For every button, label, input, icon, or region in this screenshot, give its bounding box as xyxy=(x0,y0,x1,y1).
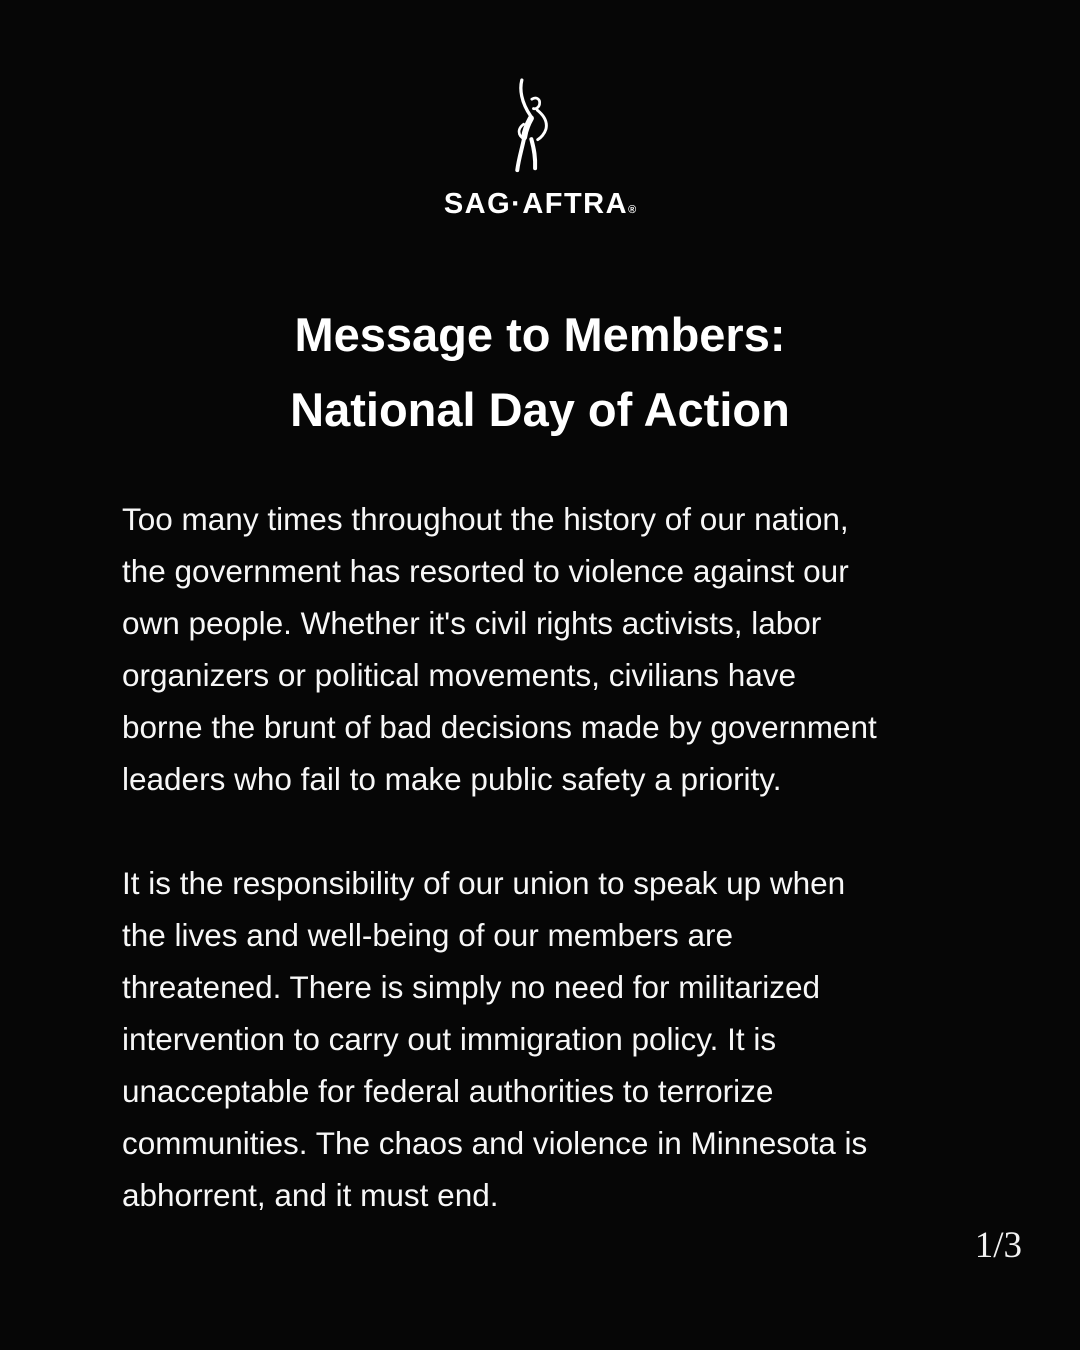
body-line: the government has resorted to violence against our xyxy=(122,553,849,589)
body-line: unacceptable for federal authorities to terrorize xyxy=(122,1073,774,1109)
title-line-1: Message to Members: xyxy=(294,308,786,361)
body-line: communities. The chaos and violence in Minnesota is xyxy=(122,1125,868,1161)
page-indicator: 1/3 xyxy=(974,1225,1022,1266)
sag-aftra-wordmark xyxy=(444,188,636,221)
registered-trademark-symbol: ® xyxy=(628,204,637,216)
body-line: threatened. There is simply no need for militarized xyxy=(122,969,821,1005)
sag-aftra-dancer-icon xyxy=(490,66,590,186)
body-line: leaders who fail to make public safety a priority. xyxy=(122,761,782,797)
body-paragraph-1 xyxy=(122,493,980,805)
title-line-2: National Day of Action xyxy=(290,383,790,436)
body-line: abhorrent, and it must end. xyxy=(122,1177,499,1213)
page-title xyxy=(0,297,1080,447)
wordmark-text: SAG·AFTRA xyxy=(443,188,629,220)
body-line: the lives and well-being of our members are xyxy=(122,917,734,953)
body-line: Too many times throughout the history of our nation, xyxy=(122,501,849,537)
body-paragraph-2 xyxy=(122,857,980,1221)
body-line: borne the brunt of bad decisions made by government xyxy=(122,709,877,745)
logo-block xyxy=(0,0,1080,221)
body-line: organizers or political movements, civilians have xyxy=(122,657,797,693)
body-line: own people. Whether it's civil rights activists, labor xyxy=(122,605,822,641)
body-line: intervention to carry out immigration policy. It is xyxy=(122,1021,777,1057)
body-line: It is the responsibility of our union to speak up when xyxy=(122,865,846,901)
message-body xyxy=(0,493,1080,1221)
